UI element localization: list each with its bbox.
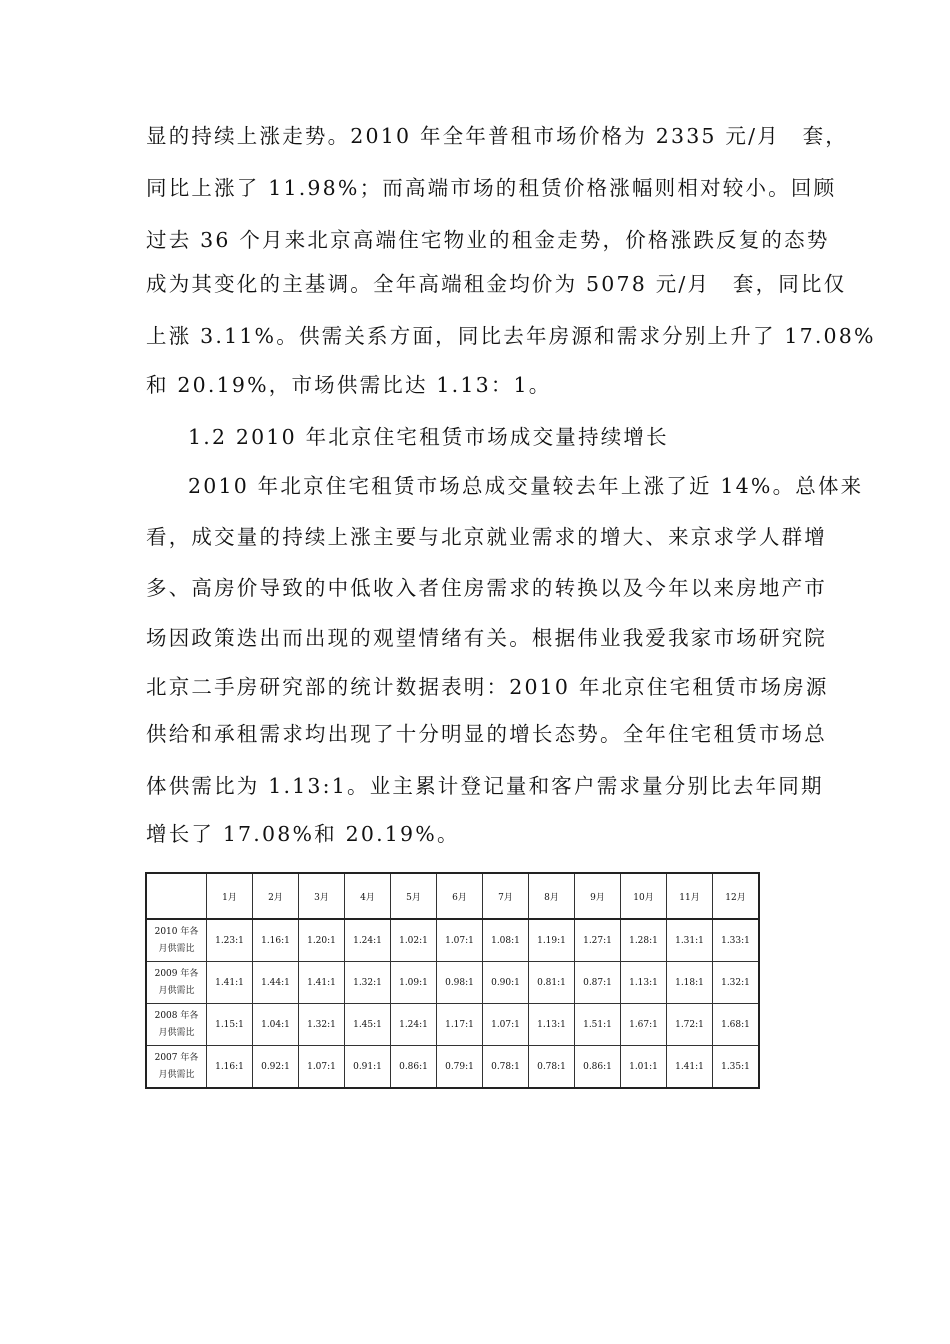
table-cell: 1.01:1 bbox=[621, 1046, 667, 1089]
table-cell: 0.92:1 bbox=[253, 1046, 299, 1089]
table-cell: 1.45:1 bbox=[345, 1004, 391, 1046]
table-cell: 0.86:1 bbox=[391, 1046, 437, 1089]
month-header: 12月 bbox=[713, 873, 760, 919]
table-cell: 1.15:1 bbox=[207, 1004, 253, 1046]
table-cell: 1.35:1 bbox=[713, 1046, 760, 1089]
table-cell: 1.16:1 bbox=[253, 919, 299, 962]
month-header: 4月 bbox=[345, 873, 391, 919]
table-cell: 0.87:1 bbox=[575, 962, 621, 1004]
table-cell: 0.90:1 bbox=[483, 962, 529, 1004]
table-cell: 1.16:1 bbox=[207, 1046, 253, 1089]
body-line: 和 20.19%，市场供需比达 1.13：1。 bbox=[146, 373, 552, 397]
table-cell: 1.13:1 bbox=[529, 1004, 575, 1046]
table-cell: 1.04:1 bbox=[253, 1004, 299, 1046]
table-cell: 1.68:1 bbox=[713, 1004, 760, 1046]
table-row bbox=[146, 919, 759, 962]
month-header: 8月 bbox=[529, 873, 575, 919]
table-cell: 1.07:1 bbox=[483, 1004, 529, 1046]
row-label bbox=[146, 962, 207, 1004]
table-cell: 1.41:1 bbox=[299, 962, 345, 1004]
row-label-line2: 月供需比 bbox=[158, 985, 195, 996]
table-cell: 1.24:1 bbox=[391, 1004, 437, 1046]
table-cell: 1.09:1 bbox=[391, 962, 437, 1004]
table-cell: 0.78:1 bbox=[529, 1046, 575, 1089]
row-label-line2: 月供需比 bbox=[158, 943, 195, 954]
table-cell: 1.27:1 bbox=[575, 919, 621, 962]
table-cell: 1.18:1 bbox=[667, 962, 713, 1004]
month-header: 1月 bbox=[207, 873, 253, 919]
table-cell: 0.81:1 bbox=[529, 962, 575, 1004]
table-row bbox=[146, 962, 759, 1004]
para2-line: 供给和承租需求均出现了十分明显的增长态势。全年住宅租赁市场总 bbox=[146, 722, 827, 746]
table-cell: 1.41:1 bbox=[207, 962, 253, 1004]
para2-line: 多、高房价导致的中低收入者住房需求的转换以及今年以来房地产市 bbox=[146, 576, 827, 600]
para2-line: 北京二手房研究部的统计数据表明：2010 年北京住宅租赁市场房源 bbox=[146, 675, 829, 699]
table-cell: 1.33:1 bbox=[713, 919, 760, 962]
table-header-row bbox=[146, 873, 759, 919]
section-heading: 1.2 2010 年北京住宅租赁市场成交量持续增长 bbox=[188, 425, 669, 449]
row-label-line1: 2008 年各 bbox=[154, 1010, 199, 1021]
month-header: 2月 bbox=[253, 873, 299, 919]
table-cell: 0.86:1 bbox=[575, 1046, 621, 1089]
supply-demand-table bbox=[145, 872, 760, 1089]
para2-line: 场因政策迭出而出现的观望情绪有关。根据伟业我爱我家市场研究院 bbox=[146, 626, 827, 650]
month-header: 3月 bbox=[299, 873, 345, 919]
table-cell: 1.51:1 bbox=[575, 1004, 621, 1046]
table-cell: 1.07:1 bbox=[437, 919, 483, 962]
month-header: 10月 bbox=[621, 873, 667, 919]
para2-line: 体供需比为 1.13:1。业主累计登记量和客户需求量分别比去年同期 bbox=[146, 774, 824, 798]
table-cell: 0.79:1 bbox=[437, 1046, 483, 1089]
month-header: 9月 bbox=[575, 873, 621, 919]
table-cell: 0.91:1 bbox=[345, 1046, 391, 1089]
row-label-line1: 2009 年各 bbox=[154, 968, 199, 979]
month-header: 5月 bbox=[391, 873, 437, 919]
table-cell: 1.02:1 bbox=[391, 919, 437, 962]
table-cell: 1.28:1 bbox=[621, 919, 667, 962]
table-cell: 0.78:1 bbox=[483, 1046, 529, 1089]
table-cell: 1.19:1 bbox=[529, 919, 575, 962]
table-cell: 1.24:1 bbox=[345, 919, 391, 962]
table-cell: 1.32:1 bbox=[345, 962, 391, 1004]
table-row bbox=[146, 1046, 759, 1089]
month-header: 6月 bbox=[437, 873, 483, 919]
body-line: 显的持续上涨走势。2010 年全年普租市场价格为 2335 元/月 套， bbox=[146, 124, 848, 148]
table-cell: 1.23:1 bbox=[207, 919, 253, 962]
row-label-line2: 月供需比 bbox=[158, 1069, 195, 1080]
table-cell: 1.44:1 bbox=[253, 962, 299, 1004]
row-label-line2: 月供需比 bbox=[158, 1027, 195, 1038]
corner-cell bbox=[146, 873, 207, 919]
table-cell: 0.98:1 bbox=[437, 962, 483, 1004]
para2-line: 看，成交量的持续上涨主要与北京就业需求的增大、来京求学人群增 bbox=[146, 525, 827, 549]
table-cell: 1.32:1 bbox=[713, 962, 760, 1004]
month-header: 11月 bbox=[667, 873, 713, 919]
row-label bbox=[146, 1004, 207, 1046]
table-cell: 1.20:1 bbox=[299, 919, 345, 962]
table-cell: 1.32:1 bbox=[299, 1004, 345, 1046]
table-row bbox=[146, 1004, 759, 1046]
month-header: 7月 bbox=[483, 873, 529, 919]
row-label bbox=[146, 919, 207, 962]
table-cell: 1.67:1 bbox=[621, 1004, 667, 1046]
row-label bbox=[146, 1046, 207, 1089]
row-label-line1: 2010 年各 bbox=[154, 926, 199, 937]
body-line: 上涨 3.11%。供需关系方面，同比去年房源和需求分别上升了 17.08% bbox=[146, 324, 876, 348]
body-line: 过去 36 个月来北京高端住宅物业的租金走势，价格涨跌反复的态势 bbox=[146, 228, 830, 252]
table-cell: 1.08:1 bbox=[483, 919, 529, 962]
table-cell: 1.07:1 bbox=[299, 1046, 345, 1089]
body-line: 成为其变化的主基调。全年高端租金均价为 5078 元/月 套，同比仅 bbox=[146, 272, 847, 296]
table-cell: 1.41:1 bbox=[667, 1046, 713, 1089]
row-label-line1: 2007 年各 bbox=[154, 1052, 199, 1063]
table-cell: 1.72:1 bbox=[667, 1004, 713, 1046]
table-cell: 1.31:1 bbox=[667, 919, 713, 962]
para2-line: 增长了 17.08%和 20.19%。 bbox=[146, 822, 460, 846]
para2-line: 2010 年北京住宅租赁市场总成交量较去年上涨了近 14%。总体来 bbox=[188, 474, 864, 498]
table-cell: 1.17:1 bbox=[437, 1004, 483, 1046]
body-line: 同比上涨了 11.98%；而高端市场的租赁价格涨幅则相对较小。回顾 bbox=[146, 176, 837, 200]
table-cell: 1.13:1 bbox=[621, 962, 667, 1004]
